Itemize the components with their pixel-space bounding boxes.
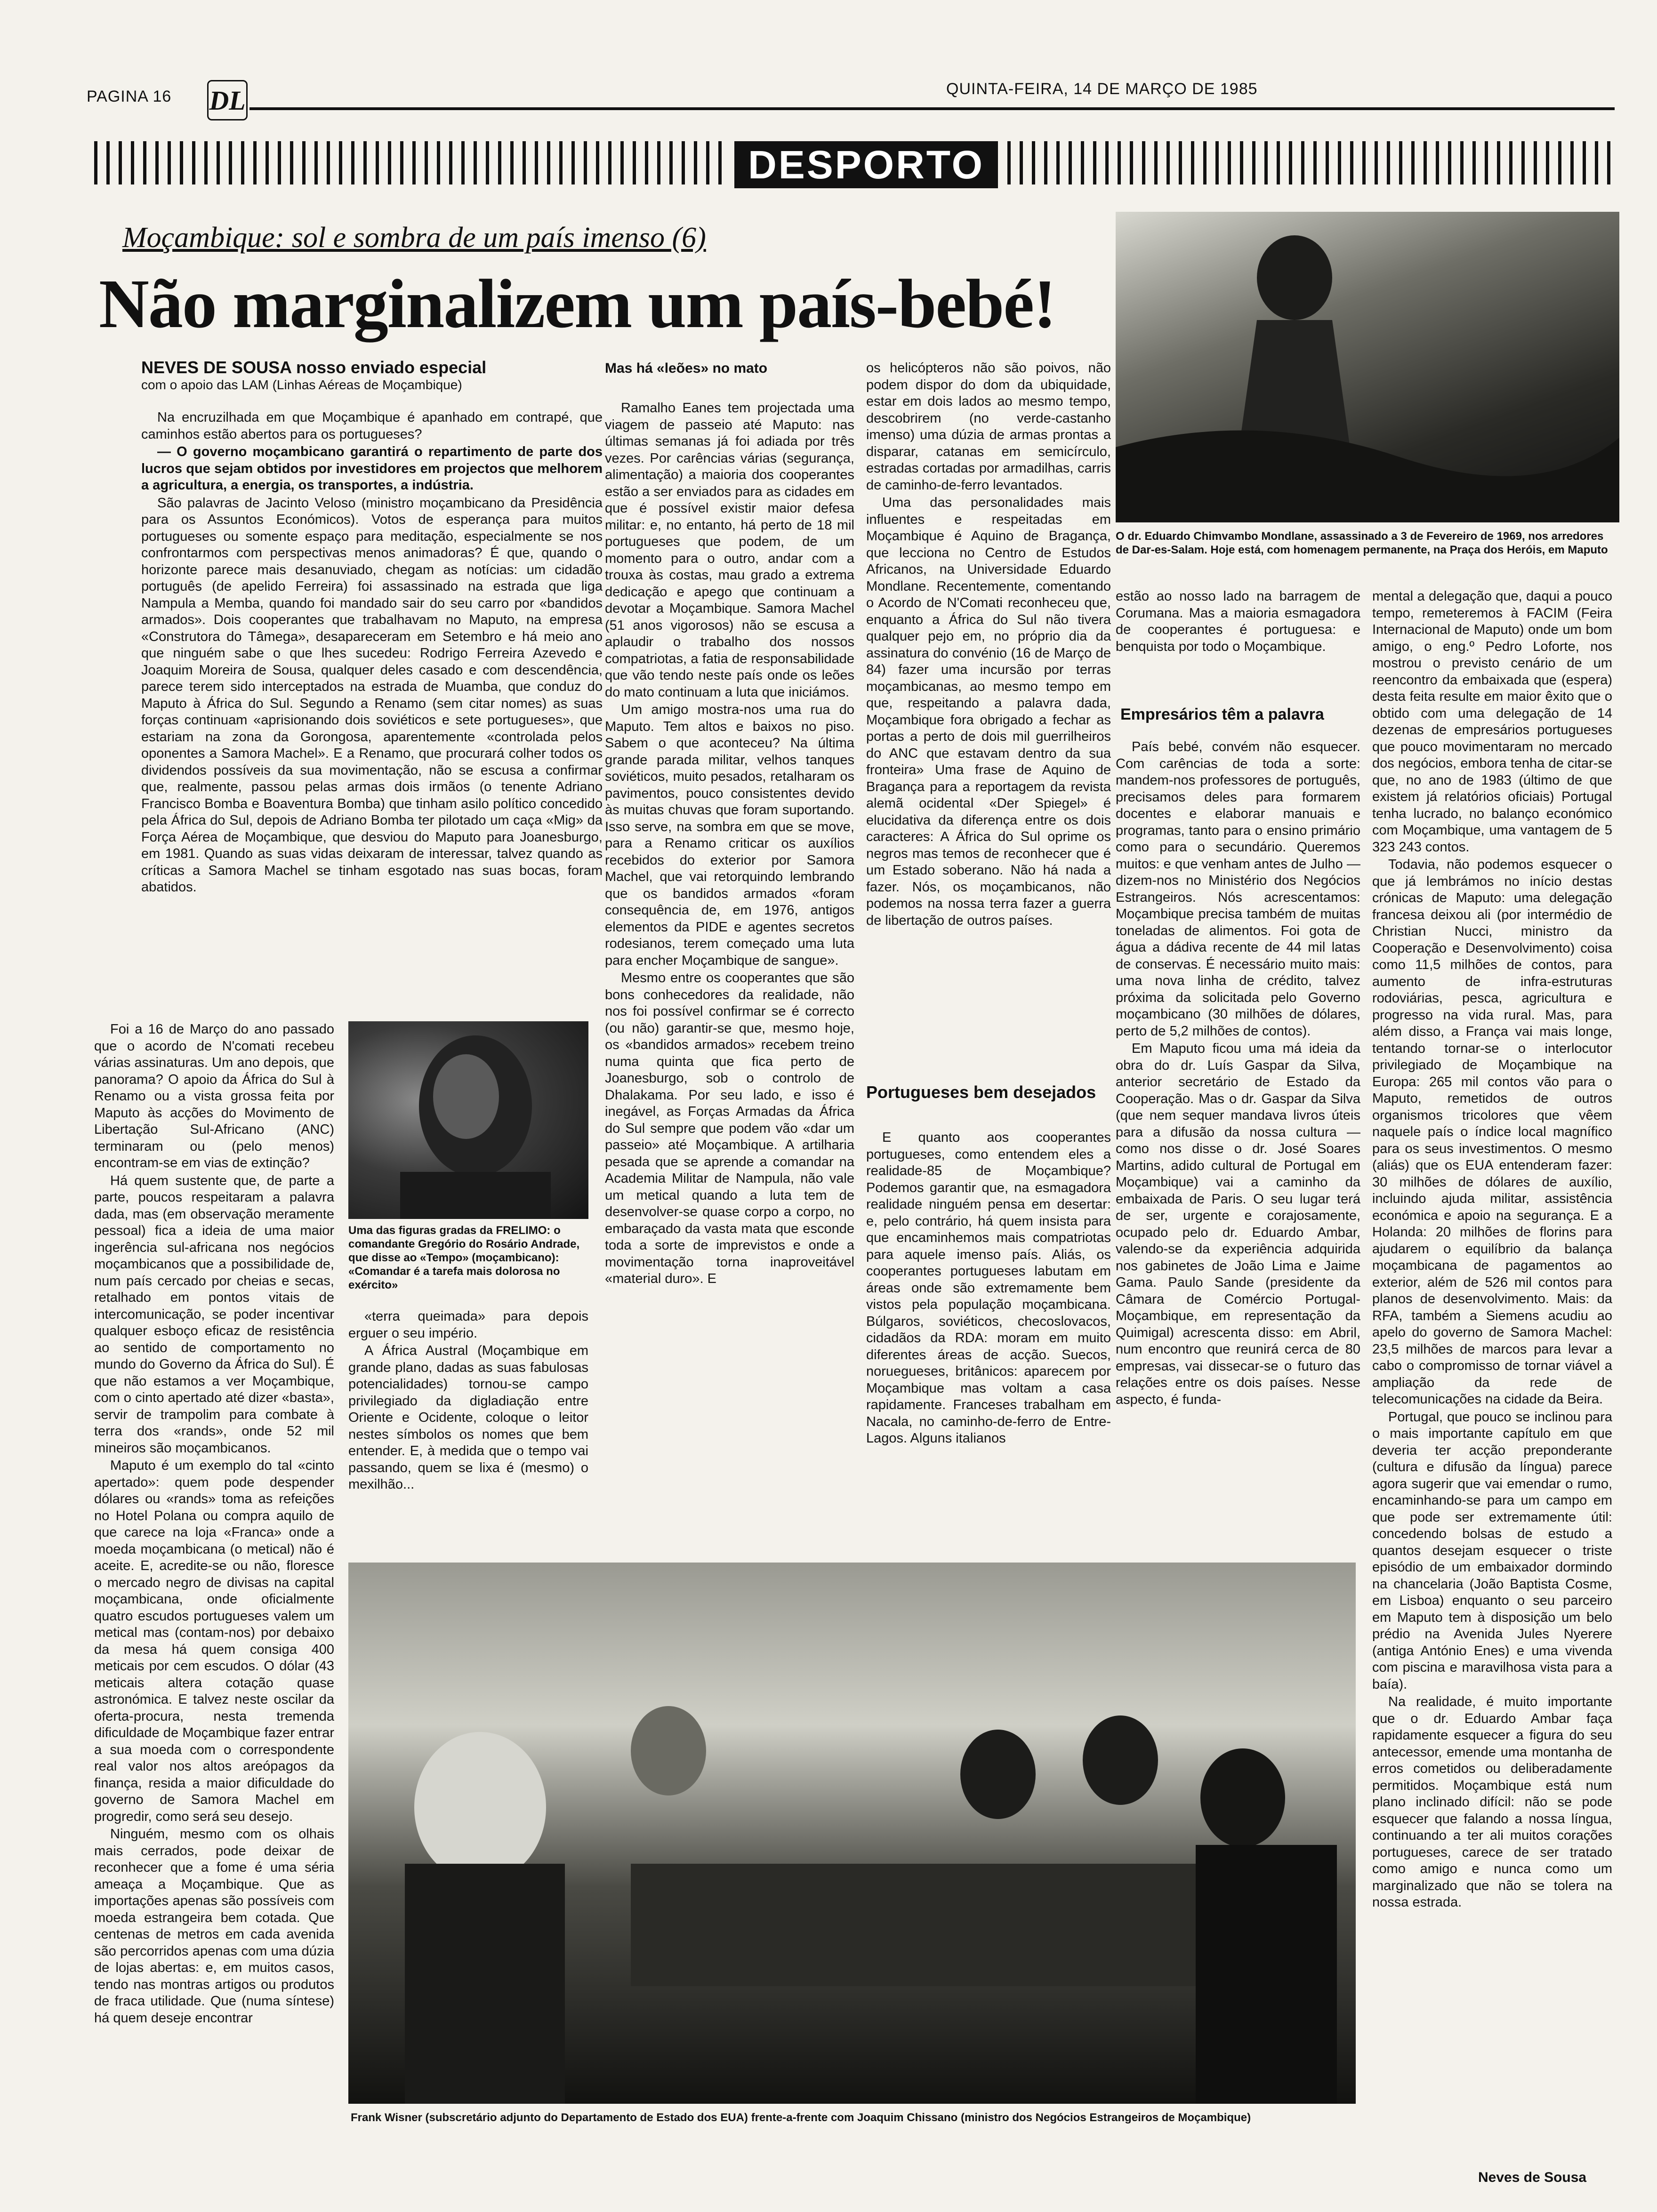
paragraph: mental a delegação que, daqui a pouco tempo, remeteremos à FACIM (Feira Internacional de Maputo) onde um bom amigo, o eng.º Pedro Loforte, nos mostrou o previsto cenário de um reencontro da embaixada que (espera) desta feita resulte em maior êxito que o obtido com uma delegação de 14 dezenas de empresários portugueses que pouco movimentaram no mercado dos negócios, embora tenha de citar-se que, no ano de 1983 (último de que existem já relatórios oficiais) Portugal tenha lucrado, no balanço económico com Moçambique, uma vantagem de 5 323 243 contos.	[1372, 589, 1612, 855]
paragraph: E quanto aos cooperantes portugueses, como entendem eles a realidade-85 de Moçambique? Podemos garantir que, na esmagadora realidade ninguém pensa em desertar: e, pelo contrário, há quem insista para que encaminhemos mais compatriotas para aquele imenso país. Aliás, os cooperantes portugueses labutam em áreas onde são extremamente bem vistos pela população moçambicana. Búlgaros, soviéticos, checoslovacos, cidadãos da RDA: moram em muito diferentes áreas de acção. Suecos, noruegueses, britânicos: aparecem por Moçambique mas voltam a casa rapidamente. Franceses trabalham em Nacala, no caminho-de-ferro de Entre-Lagos. Alguns italianos	[866, 1130, 1111, 1446]
page-number: PAGINA 16	[87, 88, 172, 105]
column-2	[348, 1308, 588, 1553]
byline-name: NEVES DE SOUSA	[141, 358, 292, 377]
article-kicker: Moçambique: sol e sombra de um país imenso (6)	[122, 222, 706, 254]
byline	[141, 358, 612, 393]
byline-support: com o apoio das LAM (Linhas Aéreas de Moçambique)	[141, 377, 462, 392]
paragraph: Na realidade, é muito importante que o dr. Eduardo Ambar faça rapidamente esquecer a figura do seu antecessor, emende uma montanha de erros cometidos ou deliberadamente permitidos. Moçambique está num plano inclinado difícil: não se pode esquecer que falando a nossa língua, continuando a ter ali muitos corações portugueses, carece de ser tratado como amigo e nunca como um marginalizado que não se tolera na nossa estrada.	[1372, 1694, 1612, 1910]
photo-commander-portrait	[348, 1021, 588, 1219]
column-4	[866, 360, 1111, 1075]
lead-text	[141, 409, 603, 1017]
portrait-silhouette-icon	[348, 1021, 588, 1219]
paragraph: Ramalho Eanes tem projectada uma viagem de passeio até Maputo: nas últimas semanas já foi adiada por três vezes. Por carências várias (segurança, alimentação) a maioria dos cooperantes estão a ser enviados para as cidades em que é possível existir maior defesa militar: e, no entanto, há perto de 18 mil portugueses que podem, de um momento para o outro, andar com a trouxa às costas, mau grado a extrema dedicação e apego que continuam a devotar a Moçambique. Samora Machel (51 anos vigorosos) não se escusa a aplaudir o trabalho dos nossos compatriotas, a fatia de responsabilidade que vão tendo neste país onde os leões do mato continuam a luta que iniciámos.	[605, 401, 854, 700]
photo-meeting	[348, 1563, 1356, 2104]
paragraph: Todavia, não podemos esquecer o que já lembrámos no início destas crónicas de Maputo: uma delegação francesa deixou ali (por intermédio de Christian Nucci, ministro da Cooperação e Desenvolvimento) coisa como 11,5 milhões de contos, para aumento de infra-estruturas rodoviárias, pesca, agricultura e progresso na vida rural. Mas, para além disso, a França vai mais longe, tentando tornar-se o interlocutor privilegiado de Moçambique na Europa: 265 mil contos vão para o Maputo, remetidos de outros organismos tricolores que vêem naquele país o índice local magnífico para os seus investimentos. O mesmo (aliás) que os EUA entenderam fazer: 30 milhões de dólares de auxílio, incluindo ajuda militar, assistência económica e apoio na segurança. E a Holanda: 20 milhões de florins para ajudarem o equilíbrio da balança moçambicana de pagamentos ao exterior, além de 526 mil contos para planos de desenvolvimento. Mais: da RFA, também a Siemens acudiu ao apelo do governo de Samora Machel: 23,5 milhões de marcos para levar a cabo o compromisso de tornar viável a ampliação da rede de telecomunicações na cidade da Beira.	[1372, 857, 1612, 1407]
paragraph: Em Maputo ficou uma má ideia da obra do dr. Luís Gaspar da Silva, anterior secretário de Estado da Cooperação. Mas o dr. Gaspar da Silva (que nem sequer mandava livros úteis para a difusão da nossa cultura — como nos disse o dr. José Soares Martins, adido cultural de Portugal em Moçambique) vai a caminho da embaixada de Paris. O seu lugar terá de ser, urgente e corajosamente, ocupado pelo dr. Eduardo Ambar, valendo-se da experiência adquirida nos gabinetes de João Lima e Jaime Gama. Paulo Sande (presidente da Câmara de Comércio Portugal-Moçambique, em representação da Quimigal) acrescenta disso: em Abril, num encontro que reunirá cerca de 80 empresas, vai dissecar-se o futuro das relações entre os dois países. Nesse aspecto, é funda-	[1116, 1041, 1360, 1407]
photo2-caption: O dr. Eduardo Chimvambo Mondlane, assassinado a 3 de Fevereiro de 1969, nos arredores de Dar-es-Salam. Hoje está, com homenagem permanente, na Praça dos Heróis, em Maputo	[1116, 530, 1608, 556]
paragraph: estão ao nosso lado na barragem de Corumana. Mas a maioria esmagadora de cooperantes é portuguesa: e benquista por todo o Moçambique.	[1116, 589, 1360, 654]
masthead-rule	[249, 107, 1615, 110]
column-4b	[866, 1130, 1111, 1553]
column-1	[94, 1021, 334, 2179]
column-6	[1372, 588, 1612, 2165]
photo-mondlane	[1116, 212, 1619, 522]
paragraph: A África Austral (Moçambique em grande plano, dadas as suas fabulosas potencialidades) tornou-se campo privilegiado da digladiação entre Oriente e Ocidente, coloque o leitor nestes símbolos os nomes que bem entender. E, à medida que o tempo vai passando, quem se lixa é (mesmo) o mexilhão...	[348, 1343, 588, 1492]
paragraph: País bebé, convém não esquecer. Com carências de toda a sorte: mandem-nos professores de português, precisamos deles para formarem docentes e elaborar manuais e programas, tanto para o ensino primário como para o secundário. Queremos muitos: e que venham antes de Julho — dizem-nos no Ministério dos Negócios Estrangeiros. Nós acrescentamos: Moçambique precisa também de muitas toneladas de alimentos. Foi gota de água a dádiva recente de 44 mil latas de conservas. É necessário muito mais: uma nova linha de crédito, talvez próxima da solicitada pelo Governo moçambicano (30 milhões de dólares, perto de 5,2 milhões de contos).	[1116, 739, 1360, 1039]
column-5	[1116, 588, 1360, 682]
article-headline: Não marginalizem um país-bebé!	[99, 265, 1056, 343]
column-5b	[1116, 739, 1360, 1553]
paragraph: Mesmo entre os cooperantes que são bons conhecedores da realidade, não nos foi possível confirmar se é correcto (ou não) garantir-se que, mesmo hoje, os «bandidos armados» recebem treino numa quinta que fica perto de Joanesburgo, sob o controlo de Dhalakama. Por seu lado, e isso é inegável, as Forças Armadas da África do Sul sempre que podem vão «dar um passeio» até Moçambique. A artilharia pesada que se aprende a comandar na Academia Militar de Nampula, não vale um metical quando a luta tem de desenvolver-se quase corpo a corpo, no embaraçado da vasta mata que esconde toda a sorte de imprevistos e onde a movimentação torna inaproveitável «material duro». E	[605, 970, 854, 1286]
photo1-caption: Uma das figuras gradas da FRELIMO: o comandante Gregório do Rosário Andrade, que disse ao «Tempo» (moçambicano): «Comandar é a tarefa mais dolorosa no exército»	[348, 1224, 580, 1291]
issue-date: QUINTA-FEIRA, 14 DE MARÇO DE 1985	[946, 80, 1258, 98]
author-signoff: Neves de Sousa	[1478, 2170, 1587, 2185]
byline-role: nosso enviado especial	[296, 358, 487, 377]
photo3-caption: Frank Wisner (subscretário adjunto do Departamento de Estado dos EUA) frente-a-frente com Joaquim Chissano (ministro dos Negócios Estrangeiros de Moçambique)	[351, 2111, 1251, 2124]
lead-paragraph: — O governo moçambicano garantirá o repartimento de parte dos lucros que sejam obtidos por investidores em projectos que melhorem a agricultura, a energia, os transportes, a indústria.	[141, 444, 603, 493]
subhead-empresarios: Empresários têm a palavra	[1120, 705, 1324, 723]
paragraph: Um amigo mostra-nos uma rua do Maputo. Tem altos e baixos no piso. Sabem o que aconteceu? Na última grande parada militar, velhos tanques soviéticos, muito pesados, retalharam os pavimentos, pouco consistentes devido às muitas chuvas que foram suportando. Isso serve, na sombra em que se move, para a Renamo criticar os auxílios recebidos do exterior por Samora Machel, que vai retorquindo lembrando que os bandidos armados «foram consequência de, em 1976, antigos elementos da PIDE e agentes secretos rodesianos, terem começado uma luta para encher Moçambique de sangue».	[605, 702, 854, 968]
paragraph: Há quem sustente que, de parte a parte, poucos respeitaram a palavra dada, mas (em observação meramente pessoal) fica a ideia de uma maior ingerência sul-africana nos negócios moçambicanos que a possibilidade de, num país cercado por cheias e secas, retalhado em pontos vitais de intercomunicação, se poder incentivar qualquer esboço eficaz de resistência ao sentido de comportamento no mundo do Governo da África do Sul). É que não estamos a ver Moçambique, com o cinto apertado até dizer «basta», servir de trampolim para combate à terra dos «rands», onde 52 mil mineiros são moçambicanos.	[94, 1173, 334, 1456]
paragraph: Ninguém, mesmo com os olhais mais cerrados, pode deixar de reconhecer que a fome é uma séria ameaça a Moçambique. Que as importações apenas são possíveis com moeda estrangeira bem cotada. Que centenas de metros em cada avenida são percorridos apenas com uma dúzia de lojas abertas: e, em muitos casos, tendo nas montras artigos ou produtos de fraca utilidade. Que (numa síntese) há quem deseje encontrar	[94, 1827, 334, 2026]
paragraph: «terra queimada» para depois erguer o seu império.	[348, 1309, 588, 1341]
section-bar-right	[1007, 141, 1615, 184]
paragraph: os helicópteros não são poivos, não podem dispor do dom da ubiquidade, estar em dois lados ao mesmo tempo, descobrirem (no verde-castanho imenso) uma dúzia de armas prontas a disparar, catanas em semicírculo, estradas cortadas por armadilhas, carris de caminho-de-ferro levantados.	[866, 361, 1111, 493]
column-3	[605, 400, 854, 1553]
lead-paragraph: Na encruzilhada em que Moçambique é apanhado em contrapé, que caminhos estão abertos para os portugueses?	[141, 410, 603, 442]
meeting-scene-icon	[348, 1563, 1356, 2104]
section-bar-left	[94, 141, 725, 184]
subhead-portugueses: Portugueses bem desejados	[866, 1082, 1096, 1102]
subhead-lions: Mas há «leões» no mato	[605, 361, 768, 376]
section-label: DESPORTO	[734, 141, 998, 188]
newspaper-logo: DL	[207, 80, 248, 120]
paragraph: Foi a 16 de Março do ano passado que o acordo de N'comati recebeu várias assinaturas. Um ano depois, que panorama? O apoio da África do Sul à Renamo ou a vista grossa feita por Maputo às acções do Movimento de Libertação Sul-Africano (ANC) terminaram ou (pelo menos) encontram-se em vias de extinção?	[94, 1022, 334, 1170]
paragraph: Uma das personalidades mais influentes e respeitadas em Moçambique é Aquino de Bragança, que lecciona no Centro de Estudos Africanos, na Universidade Eduardo Mondlane. Recentemente, comentando o Acordo de N'Comati reconheceu que, enquanto a África do Sul não tivera qualquer pejo em, no próprio dia da assinatura do convénio (16 de Março de 84) fazer uma incursão por terras moçambicanas, ao mesmo tempo em que, respeitando a palavra dada, Moçambique fora obrigado a fechar as portas a perto de dois mil guerrilheiros do ANC que estavam dentro da sua fronteira» Uma frase de Aquino de Bragança para a reportagem da revista alemã ocidental «Der Spiegel» é elucidativa da diferença entre os dois caracteres: A África do Sul oprime os negros mas temos de reconhecer que é um Estado soberano. Não há nada a fazer. Nós, os moçambicanos, não podemos na nossa terra fazer a guerra de libertação de outros países.	[866, 495, 1111, 928]
lead-paragraph: São palavras de Jacinto Veloso (ministro moçambicano da Presidência para os Assuntos Económicos). Votos de esperança para muitos portugueses ou somente espaço para meditação, especialmente se nos confrontarmos com perspectivas menos animadoras? É que, quando o horizonte parece mais desanuviado, chegam as notícias: um cidadão português (de apelido Ferreira) foi assassinado na estrada que liga Nampula a Memba, quando foi mandado sair do seu carro por «bandidos armados». Dois cooperantes que trabalhavam no Maputo, na empresa «Construtora do Tâmega», desapareceram em Setembro e há meio ano que ninguém sabe o que lhes sucedeu: Rodrigo Ferreira Azevedo e Joaquim Moreira de Sousa, qualquer deles casado e com descendência, parece terem sido interceptados na estrada de Muamba, que conduz do Maputo à África do Sul. Segundo a Renamo (sem citar nomes) as suas forças continuam «aprisionando dois soviéticos e sete portugueses», que estariam na zona da Gorongosa, aparentemente «controlada pelos oponentes a Samora Machel». E a Renamo, que procurará colher todos os dividendos possíveis da sua movimentação, não se escusa a confirmar que, realmente, passou pelas armas dois irmãos (o tenente Adriano Francisco Bomba e Boaventura Bomba) que tinham asilo político concedido pela África do Sul, depois de Adriano Bomba ter pilotado um caça «Mig» da Força Aérea de Moçambique, que desviou do Maputo para Joanesburgo, em 1981. Quando as suas vidas deixaram de interessar, talvez quando as críticas a Samora Machel se tinham esgotado nas suas bocas, foram abatidos.	[141, 495, 603, 895]
paragraph: Portugal, que pouco se inclinou para o mais importante capítulo em que deveria ter acção preponderante (cultura e difusão da língua) parece agora sugerir que vai emendar o rumo, encaminhando-se para um campo em que pode ser extremamente útil: concedendo bolsas de estudo a quantos desejam esquecer o triste episódio de um embaixador dormindo na chancelaria (João Baptista Cosme, em Lisboa) enquanto o seu parceiro em Maputo tem à disposição um belo prédio na Avenida Jules Nyerere (antiga António Enes) e uma vivenda com piscina e maravilhosa vista para a baía).	[1372, 1409, 1612, 1692]
paragraph: Maputo é um exemplo do tal «cinto apertado»: quem pode despender dólares ou «rands» toma as refeições no Hotel Polana ou compra aquilo de que carece na loja «Franca» onde a moeda moçambicana (o metical) não é aceite. E, acredite-se ou não, floresce o mercado negro de divisas na capital moçambicana, onde oficialmente quatro escudos portugueses valem um metical mas (contam-nos) por debaixo da mesa há quem consiga 400 meticais por cem escudos. O dólar (43 meticais altera cotação quase astronómica. E talvez neste oscilar da oferta-procura, nesta tremenda dificuldade de Moçambique fazer entrar a sua moeda com o correspondente real valor nos altos areópagos da finança, resida a maior dificuldade do governo de Samora Machel em progredir, como será seu desejo.	[94, 1458, 334, 1824]
field-figure-icon	[1116, 212, 1619, 522]
